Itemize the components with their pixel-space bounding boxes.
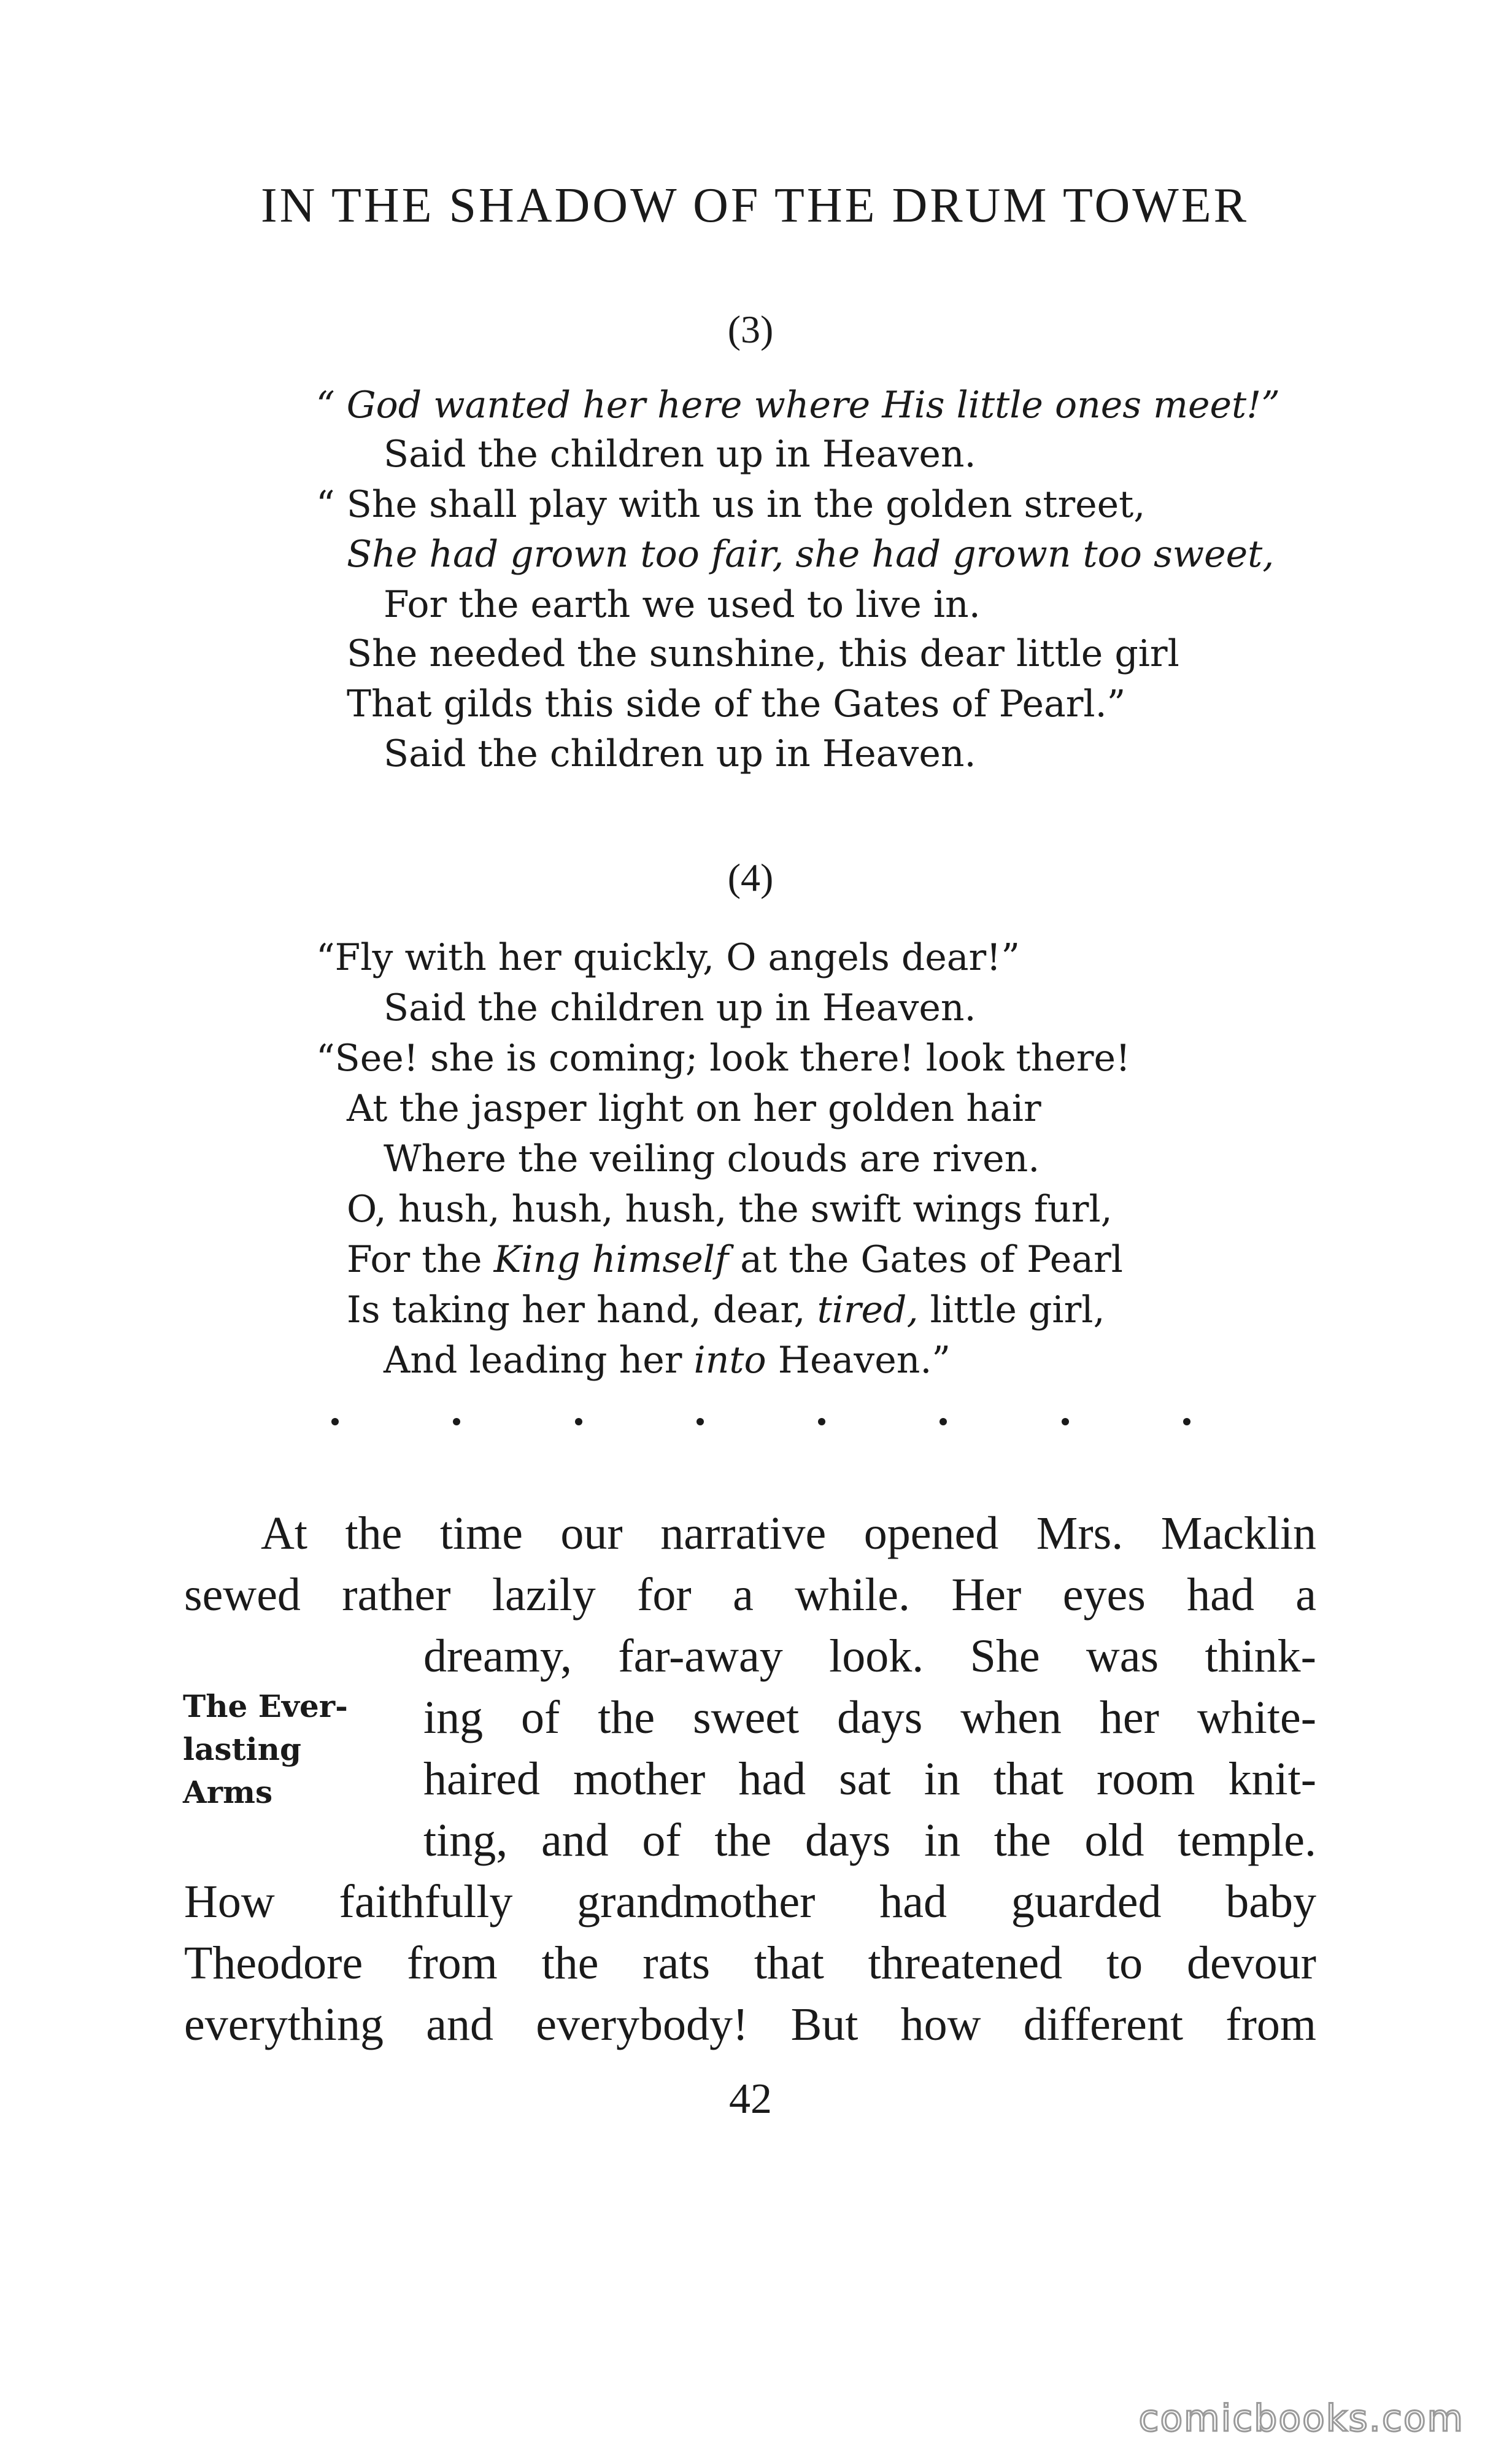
margin-note-line: lasting — [183, 1731, 301, 1767]
verse-line: She had grown too fair, she had grown too sweet, — [347, 533, 1275, 576]
prose-line: everything and everybody! But how different from — [184, 1999, 1316, 2050]
ellipsis-dot — [453, 1418, 460, 1425]
prose-line: At the time our narrative opened Mrs. Macklin — [261, 1508, 1316, 1559]
prose-line: haired mother had sat in that room knit- — [423, 1753, 1316, 1805]
ellipsis-dot — [575, 1418, 582, 1425]
verse-line: “ She shall play with us in the golden street, — [316, 483, 1146, 526]
prose-line: How faithfully grandmother had guarded baby — [184, 1876, 1316, 1927]
ellipsis-dot — [696, 1418, 704, 1425]
running-head: IN THE SHADOW OF THE DRUM TOWER — [261, 179, 1249, 233]
prose-line: ing of the sweet days when her white- — [423, 1692, 1316, 1743]
watermark: comicbooks.com — [1138, 2397, 1464, 2440]
prose-line: Theodore from the rats that threatened to devour — [184, 1937, 1316, 1989]
verse-line: Is taking her hand, dear, tired, little girl, — [347, 1288, 1105, 1331]
emphasis: King himself — [493, 1238, 729, 1281]
verse-line: “ God wanted her here where His little ones meet!” — [316, 384, 1280, 427]
ellipsis-dot — [1183, 1418, 1190, 1425]
margin-note-line: The Ever- — [183, 1688, 348, 1724]
prose-line: sewed rather lazily for a while. Her eyes had a — [184, 1569, 1316, 1621]
verse-line: O, hush, hush, hush, the swift wings furl, — [347, 1188, 1113, 1231]
emphasis: tired, — [817, 1288, 919, 1331]
section-break — [331, 1418, 1190, 1455]
ellipsis-dot — [940, 1418, 947, 1425]
ellipsis-dot — [1062, 1418, 1069, 1425]
ellipsis-dot — [331, 1418, 339, 1425]
verse-line: Where the veiling clouds are riven. — [384, 1137, 1040, 1180]
verse-line: “See! she is coming; look there! look there! — [316, 1037, 1131, 1080]
verse-line: “Fly with her quickly, O angels dear!” — [316, 936, 1021, 979]
verse-line: For the earth we used to live in. — [384, 583, 981, 626]
verse-line: Said the children up in Heaven. — [384, 986, 976, 1029]
margin-note — [183, 1685, 348, 1814]
verse-line: Said the children up in Heaven. — [384, 433, 976, 476]
verse-line: She needed the sunshine, this dear little girl — [347, 632, 1179, 675]
stanza-number-4: (4) — [727, 856, 774, 899]
verse-line: At the jasper light on her golden hair — [347, 1087, 1041, 1130]
prose-line: dreamy, far-away look. She was think- — [423, 1630, 1316, 1682]
verse-line: And leading her into Heaven.” — [384, 1339, 951, 1382]
verse-line: For the King himself at the Gates of Pearl — [347, 1238, 1123, 1281]
prose-line: ting, and of the days in the old temple. — [423, 1815, 1316, 1866]
margin-note-line: Arms — [183, 1774, 273, 1810]
verse-line: That gilds this side of the Gates of Pearl.” — [347, 683, 1126, 726]
stanza-number-3: (3) — [727, 308, 774, 351]
ellipsis-dot — [818, 1418, 825, 1425]
emphasis: into — [693, 1339, 766, 1382]
page-number: 42 — [729, 2075, 772, 2123]
verse-line: Said the children up in Heaven. — [384, 732, 976, 775]
